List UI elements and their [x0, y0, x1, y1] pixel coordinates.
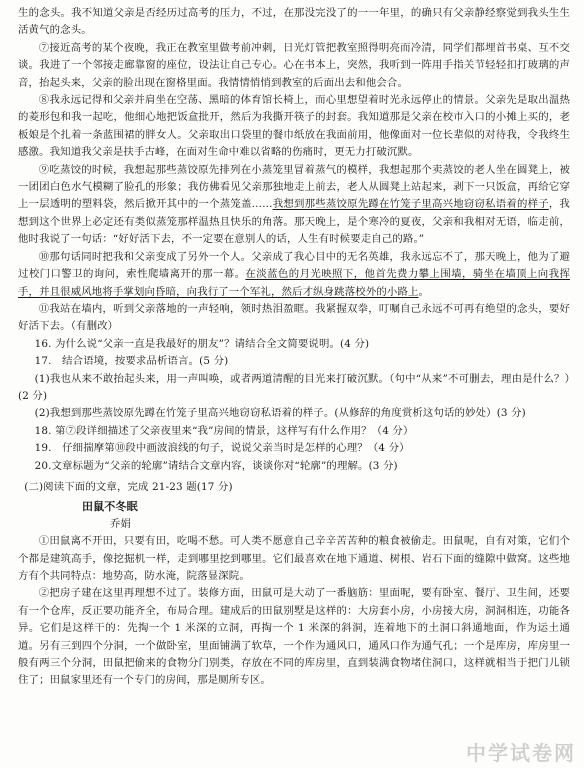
- paragraph-10-text-a: ⑩那句话同时把我和父亲变成了另外一个人。父亲成了我心目中的无名英雄，我永远忘不了，那天晚上，他为了避过校门口警卫的询问，索性爬墙离开的那一幕。: [18, 250, 570, 281]
- paragraph-9-text-a: ⑨吃蒸饺的时候，我想起那些蒸饺原先排列在小蒸笼里冒着蒸气的模样，我想起那个卖蒸饺的老人坐在圆凳上，被一团团白色水气模糊了脸孔的形象；我仿佛看见父亲那独地走上前去，老人从圆凳上站起来，剥下一只饭盒，再给它穿上一层透明的塑料袋，然后掀开其中的一个蒸笼盖……: [18, 163, 570, 211]
- section-2-heading: (二)阅读下面的文章，完成 21-23 题(17 分): [24, 480, 233, 493]
- paragraph-9-underlined: 我想到那些蒸饺原先蹲在竹笼子里高兴地窃窃私语着的样子: [272, 198, 549, 211]
- paragraph-10-text-b: 。: [418, 285, 430, 298]
- paragraph-continued: 生的念头。我不知道父亲是否经历过高考的压力，不过，在那没完没了的一一年里，的确只有父亲静经察觉到我头生生活黄气的念头。: [18, 7, 570, 37]
- paragraph-8: ⑧我永远记得和父亲并肩坐在空荡、黑暗的体育馆长椅上，而心里想望着时光永远停止的情景。父亲先是取出温热的菱形包和我一起吃，他细心地把饭盒批开，然后为我撕开筷子的封套。我知道那是父亲在校市入口的小摊上买的，老板娘是个扎着一条蓝围裙的胖女人。父亲取出口袋里的餐巾纸放在我面前用，他像面对一位长辈似的对待我，令我终生感激。我知道我父亲是扶手古峰，在面对生命中难以省略的伤痛时，更无力打破沉默。: [18, 94, 570, 159]
- question-17: 17. 结合语境，按要求品析语言。(5 分): [34, 355, 229, 368]
- article-author: 乔娟: [110, 517, 132, 530]
- paragraph-9-text-b: ，我想到这个世界上必定还有类似蒸笼那样温热且快乐的角落。那天晚上，是个寒冷的夏夜，父亲和我相对无语，临走前，他时我说了一句话：“好好活下去，不一定要在意别人的话，人生有时候要走自己的路。”: [18, 198, 570, 246]
- article-paragraph-1: ①田鼠离不开田，只要有田，吃喝不愁。可人类不愿意自己辛辛苦苦种的粮食被偷走。田鼠呢，自有对策，它们个个都是建筑高手，像挖掘机一样，走到哪里挖到哪里。它们最喜欢在地下通道、树根、岩石下面的缝隙中做窝。这些地方有个共同特点：地势高，防水淹，院落显深院。: [18, 535, 570, 582]
- question-17-1: (1)我也从来不敢抬起头来，用一声叫唤，或者两道清醒的目光来打破沉默。（句中“从来”不可删去，理由是什么？）(2 分): [18, 372, 570, 402]
- article-title: 田鼠不冬眠: [82, 500, 138, 514]
- paragraph-11: ⑪我站在墙内，听到父亲落地的一声轻响，领时热泪盈眶。我紧握双拳，叮嘱自己永远不可再有绝望的念头，要好好活下去。（有删改）: [18, 302, 570, 333]
- question-17-2: (2)我想到那些蒸饺原先蹲在竹笼子里高兴地窃窃私语着的样子。(从修辞的角度赏析这句话的妙处）(3 分): [34, 407, 526, 420]
- paragraph-10: [18, 249, 570, 301]
- paragraph-9: [18, 162, 570, 249]
- paragraph-7: ⑦接近高考的某个夜晚，我正在教室里做考前冲刺，日光灯管把教室照得明亮而冷清，同学们都埋首书桌、互不交谈。我进了一个邻接走廊靠窗的座位，设法让自己专心。心在书本上，突然，我听到一阵用手指关节轻轻扣打玻璃的声音，抬起头来，父亲的脸出现在窗格里面。我情情悄悄到教室的后面出去和他会合。: [18, 41, 570, 89]
- question-16: 16. 为什么说“父亲一直是我最好的朋友”？请结合全文简要说明。(4 分): [34, 337, 370, 350]
- watermark-logo: 中学试卷网: [466, 740, 576, 765]
- question-18: 18. 第⑦段详细描述了父亲夜里来“我”房间的情景，这样写有什么作用？（4 分）: [34, 424, 414, 437]
- question-20: 20.文章标题为“父亲的轮廓”请结合文章内容，谈谈你对“轮廓”的理解。(3 分): [34, 459, 398, 472]
- paragraph-10-underlined: 在淡蓝色的月光映照下，他首先费力攀上围墙，骑坐在墙顶上向我挥手，并且很威风地将手掌划向昏暗，向我行了一个军礼，然后才纵身跳落校外的小路上: [18, 268, 571, 298]
- question-19: 19. 仔细揣摩第⑩段中画波浪线的句子，说说父亲当时是怎样的心理？（4 分）: [34, 442, 410, 455]
- article-paragraph-2: ②把房子建在这里再理想不过了。装修方面，田鼠可是大动了一番脑筋：里面呢，要有卧室、餐厅、卫生间，还要有一个仓库，反正要功能齐全，布局合理。建成后的田鼠别墅是这样的：大房套小房，小房接大房，洞洞相连，功能各异。它们是这样干的：先掏一个 1 米深的立洞，再掏一个 1 米深的斜洞，连着地下的土洞口斜通地面，作为运土通道。另有三到四个分洞，一个做卧室，里面铺满了软草，一个作为通风口，通风口作为通气孔；一个是库房，库房里一般有两三个分洞，田鼠把偷来的食物分门别类，存放在不同的库房里，直到装满食物堵住洞口，这样就相当于把门儿锁住了；田鼠家里还有一个专门的房间，那是厕所专区。: [18, 587, 570, 687]
